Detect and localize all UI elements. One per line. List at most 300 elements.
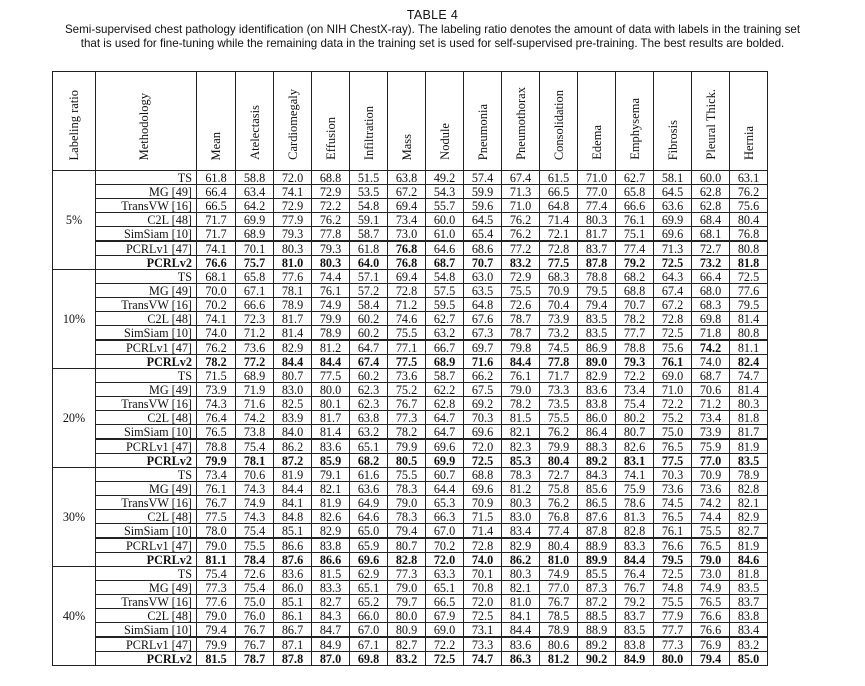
value-cell: 82.8: [616, 524, 654, 539]
value-cell: 85.5: [578, 567, 616, 581]
value-cell: 65.1: [350, 581, 388, 595]
value-cell: 67.0: [426, 524, 464, 539]
value-cell: 83.2: [730, 637, 768, 652]
value-cell: 73.5: [540, 397, 578, 411]
value-cell: 69.6: [464, 482, 502, 496]
value-cell: 81.0: [274, 256, 312, 270]
value-cell: 63.4: [236, 185, 274, 199]
value-cell: 74.0: [692, 355, 730, 369]
value-cell: 78.9: [730, 468, 768, 482]
value-cell: 81.7: [730, 425, 768, 440]
value-cell: 78.9: [540, 623, 578, 638]
value-cell: 62.8: [426, 397, 464, 411]
value-cell: 68.9: [236, 227, 274, 242]
value-cell: 77.4: [616, 241, 654, 256]
value-cell: 70.6: [236, 468, 274, 482]
value-cell: 81.0: [540, 553, 578, 567]
value-cell: 64.0: [350, 256, 388, 270]
value-cell: 64.2: [236, 199, 274, 213]
value-cell: 62.3: [350, 397, 388, 411]
value-cell: 78.3: [388, 482, 426, 496]
mean-cell: 76.5: [197, 425, 236, 440]
value-cell: 77.4: [578, 199, 616, 213]
value-cell: 80.4: [730, 213, 768, 227]
value-cell: 89.9: [578, 553, 616, 567]
value-cell: 73.6: [654, 482, 692, 496]
value-cell: 78.4: [236, 553, 274, 567]
value-cell: 83.8: [312, 538, 350, 553]
value-cell: 67.9: [426, 609, 464, 623]
value-cell: 83.5: [730, 581, 768, 595]
value-cell: 86.4: [578, 425, 616, 440]
table-row: [53, 496, 768, 510]
value-cell: 63.0: [464, 270, 502, 284]
value-cell: 81.0: [502, 595, 540, 609]
value-cell: 58.4: [350, 298, 388, 312]
value-cell: 63.1: [730, 171, 768, 185]
value-cell: 63.8: [350, 411, 388, 425]
value-cell: 80.8: [730, 241, 768, 256]
value-cell: 54.8: [350, 199, 388, 213]
mean-cell: 74.0: [197, 326, 236, 341]
value-cell: 71.6: [464, 355, 502, 369]
table-row: [53, 454, 768, 468]
value-cell: 70.8: [464, 581, 502, 595]
value-cell: 73.4: [616, 383, 654, 397]
methodology-cell: C2L [48]: [96, 411, 197, 425]
value-cell: 80.3: [730, 397, 768, 411]
table-row: [53, 340, 768, 355]
value-cell: 77.2: [502, 241, 540, 256]
value-cell: 55.7: [426, 199, 464, 213]
value-cell: 74.1: [274, 185, 312, 199]
value-cell: 64.4: [426, 482, 464, 496]
value-cell: 84.6: [730, 553, 768, 567]
value-cell: 71.4: [464, 524, 502, 539]
methodology-cell: C2L [48]: [96, 609, 197, 623]
value-cell: 76.5: [692, 595, 730, 609]
mean-cell: 78.0: [197, 524, 236, 539]
value-cell: 84.3: [578, 468, 616, 482]
value-cell: 79.2: [616, 256, 654, 270]
value-cell: 53.5: [350, 185, 388, 199]
methodology-cell: SimSiam [10]: [96, 623, 197, 638]
value-cell: 79.0: [692, 553, 730, 567]
value-cell: 77.7: [654, 623, 692, 638]
table-row: [53, 284, 768, 298]
value-cell: 65.1: [426, 581, 464, 595]
value-cell: 76.1: [654, 355, 692, 369]
caption-line-1: Semi-supervised chest pathology identification (on NIH ChestX-ray). The labeling ratio denotes the amount of data with labels in the training set: [64, 23, 801, 36]
value-cell: 80.3: [312, 256, 350, 270]
value-cell: 72.8: [388, 284, 426, 298]
value-cell: 61.5: [540, 171, 578, 185]
value-cell: 68.8: [616, 284, 654, 298]
methodology-cell: TS: [96, 171, 197, 185]
value-cell: 79.8: [502, 340, 540, 355]
header-cell: Hernia: [730, 72, 768, 171]
value-cell: 86.5: [578, 496, 616, 510]
value-cell: 79.3: [274, 227, 312, 242]
table-label: TABLE 4: [406, 8, 459, 22]
value-cell: 68.2: [350, 454, 388, 468]
mean-cell: 71.5: [197, 369, 236, 383]
value-cell: 78.1: [236, 454, 274, 468]
value-cell: 71.2: [236, 326, 274, 341]
value-cell: 57.1: [350, 270, 388, 284]
value-cell: 63.6: [654, 199, 692, 213]
header-cell: Cardiomegaly: [274, 72, 312, 171]
value-cell: 78.9: [274, 298, 312, 312]
table-row: [53, 256, 768, 270]
value-cell: 83.5: [730, 454, 768, 468]
value-cell: 66.5: [540, 185, 578, 199]
value-cell: 80.2: [616, 411, 654, 425]
value-cell: 66.2: [464, 369, 502, 383]
value-cell: 77.3: [388, 411, 426, 425]
value-cell: 70.3: [654, 468, 692, 482]
mean-cell: 73.9: [197, 383, 236, 397]
value-cell: 62.2: [426, 383, 464, 397]
value-cell: 68.1: [692, 227, 730, 242]
value-cell: 64.7: [426, 425, 464, 440]
value-cell: 79.4: [578, 298, 616, 312]
mean-cell: 70.0: [197, 284, 236, 298]
value-cell: 60.2: [350, 312, 388, 326]
value-cell: 66.6: [236, 298, 274, 312]
value-cell: 70.1: [464, 567, 502, 581]
value-cell: 66.7: [426, 340, 464, 355]
value-cell: 76.2: [502, 227, 540, 242]
value-cell: 76.7: [540, 595, 578, 609]
value-cell: 79.5: [578, 284, 616, 298]
value-cell: 81.2: [502, 482, 540, 496]
value-cell: 74.0: [464, 553, 502, 567]
value-cell: 70.9: [464, 496, 502, 510]
value-cell: 75.4: [236, 524, 274, 539]
value-cell: 71.0: [578, 171, 616, 185]
value-cell: 77.3: [654, 637, 692, 652]
value-cell: 73.1: [464, 623, 502, 638]
mean-cell: 81.5: [197, 652, 236, 666]
value-cell: 78.1: [274, 284, 312, 298]
value-cell: 72.8: [540, 241, 578, 256]
header-cell: Fibrosis: [654, 72, 692, 171]
value-cell: 78.8: [578, 270, 616, 284]
mean-cell: 74.1: [197, 312, 236, 326]
value-cell: 82.1: [312, 482, 350, 496]
value-cell: 67.2: [388, 185, 426, 199]
value-cell: 83.7: [578, 241, 616, 256]
value-cell: 76.6: [692, 623, 730, 638]
value-cell: 69.8: [692, 312, 730, 326]
table-row: [53, 623, 768, 638]
value-cell: 88.3: [578, 439, 616, 454]
value-cell: 70.9: [692, 468, 730, 482]
value-cell: 60.7: [426, 468, 464, 482]
value-cell: 73.4: [388, 213, 426, 227]
value-cell: 66.3: [426, 510, 464, 524]
mean-cell: 81.1: [197, 553, 236, 567]
value-cell: 75.0: [236, 595, 274, 609]
value-cell: 74.2: [692, 496, 730, 510]
value-cell: 77.4: [540, 524, 578, 539]
value-cell: 85.6: [578, 482, 616, 496]
header-cell: Labeling ratio: [53, 72, 96, 171]
value-cell: 81.9: [730, 538, 768, 553]
table-caption: [0, 8, 865, 51]
header-cell: Methodology: [96, 72, 197, 171]
value-cell: 80.7: [388, 538, 426, 553]
value-cell: 58.7: [350, 227, 388, 242]
methodology-cell: TS: [96, 270, 197, 284]
value-cell: 81.2: [312, 340, 350, 355]
value-cell: 73.8: [236, 425, 274, 440]
value-cell: 54.3: [426, 185, 464, 199]
methodology-cell: PCRLv1 [47]: [96, 340, 197, 355]
value-cell: 80.3: [274, 241, 312, 256]
value-cell: 62.3: [350, 383, 388, 397]
value-cell: 79.2: [616, 595, 654, 609]
value-cell: 88.9: [578, 623, 616, 638]
value-cell: 75.1: [616, 227, 654, 242]
value-cell: 83.6: [274, 567, 312, 581]
value-cell: 74.9: [312, 298, 350, 312]
mean-cell: 76.2: [197, 340, 236, 355]
value-cell: 78.2: [502, 397, 540, 411]
header-cell: Mass: [388, 72, 426, 171]
value-cell: 74.7: [730, 369, 768, 383]
value-cell: 58.7: [426, 369, 464, 383]
value-cell: 78.3: [388, 510, 426, 524]
value-cell: 75.2: [388, 383, 426, 397]
value-cell: 64.8: [464, 298, 502, 312]
value-cell: 58.8: [236, 171, 274, 185]
value-cell: 69.0: [426, 623, 464, 638]
value-cell: 81.9: [312, 496, 350, 510]
value-cell: 59.1: [350, 213, 388, 227]
value-cell: 81.7: [312, 411, 350, 425]
value-cell: 87.8: [578, 256, 616, 270]
value-cell: 76.0: [236, 609, 274, 623]
value-cell: 69.8: [350, 652, 388, 666]
value-cell: 75.5: [654, 595, 692, 609]
value-cell: 86.1: [274, 609, 312, 623]
value-cell: 85.9: [312, 454, 350, 468]
value-cell: 59.6: [464, 199, 502, 213]
value-cell: 80.7: [616, 425, 654, 440]
value-cell: 61.6: [350, 468, 388, 482]
value-cell: 64.7: [426, 411, 464, 425]
value-cell: 81.7: [274, 312, 312, 326]
value-cell: 66.5: [426, 595, 464, 609]
mean-cell: 79.9: [197, 454, 236, 468]
mean-cell: 78.2: [197, 355, 236, 369]
value-cell: 81.2: [540, 652, 578, 666]
labeling-ratio-cell: 30%: [53, 468, 96, 567]
value-cell: 74.1: [616, 468, 654, 482]
value-cell: 64.5: [464, 213, 502, 227]
value-cell: 73.6: [388, 369, 426, 383]
value-cell: 82.8: [730, 482, 768, 496]
value-cell: 70.7: [616, 298, 654, 312]
value-cell: 72.2: [616, 369, 654, 383]
value-cell: 76.6: [654, 538, 692, 553]
value-cell: 79.7: [388, 595, 426, 609]
mean-cell: 71.7: [197, 213, 236, 227]
value-cell: 84.8: [274, 510, 312, 524]
value-cell: 54.8: [426, 270, 464, 284]
methodology-cell: SimSiam [10]: [96, 227, 197, 242]
value-cell: 83.0: [502, 510, 540, 524]
methodology-cell: C2L [48]: [96, 312, 197, 326]
value-cell: 72.5: [654, 567, 692, 581]
value-cell: 75.6: [654, 340, 692, 355]
value-cell: 72.9: [502, 270, 540, 284]
value-cell: 69.4: [388, 199, 426, 213]
value-cell: 81.8: [730, 256, 768, 270]
value-cell: 72.0: [464, 439, 502, 454]
value-cell: 78.2: [616, 312, 654, 326]
value-cell: 69.6: [464, 425, 502, 440]
value-cell: 86.2: [274, 439, 312, 454]
mean-cell: 79.0: [197, 609, 236, 623]
value-cell: 63.3: [426, 567, 464, 581]
value-cell: 82.7: [312, 595, 350, 609]
value-cell: 75.5: [692, 524, 730, 539]
value-cell: 80.3: [502, 567, 540, 581]
value-cell: 69.0: [654, 369, 692, 383]
value-cell: 80.3: [502, 496, 540, 510]
value-cell: 77.5: [540, 256, 578, 270]
value-cell: 68.3: [692, 298, 730, 312]
value-cell: 80.1: [312, 397, 350, 411]
table-row: [53, 524, 768, 539]
value-cell: 81.8: [730, 411, 768, 425]
value-cell: 82.9: [730, 510, 768, 524]
value-cell: 87.6: [274, 553, 312, 567]
value-cell: 76.6: [692, 609, 730, 623]
value-cell: 75.9: [616, 482, 654, 496]
value-cell: 75.6: [730, 199, 768, 213]
value-cell: 72.8: [464, 538, 502, 553]
value-cell: 76.7: [236, 637, 274, 652]
value-cell: 84.4: [274, 482, 312, 496]
value-cell: 78.7: [502, 326, 540, 341]
methodology-cell: PCRLv1 [47]: [96, 241, 197, 256]
value-cell: 73.6: [236, 340, 274, 355]
value-cell: 71.4: [540, 213, 578, 227]
value-cell: 71.9: [236, 383, 274, 397]
value-cell: 70.3: [464, 411, 502, 425]
value-cell: 84.4: [502, 623, 540, 638]
value-cell: 81.4: [730, 312, 768, 326]
value-cell: 49.2: [426, 171, 464, 185]
value-cell: 84.1: [502, 609, 540, 623]
value-cell: 79.9: [388, 439, 426, 454]
methodology-cell: TransVW [16]: [96, 199, 197, 213]
table-row: [53, 553, 768, 567]
methodology-cell: SimSiam [10]: [96, 425, 197, 440]
value-cell: 83.4: [502, 524, 540, 539]
value-cell: 81.4: [274, 326, 312, 341]
results-table: [52, 71, 768, 666]
value-cell: 76.8: [540, 510, 578, 524]
value-cell: 76.2: [540, 496, 578, 510]
value-cell: 86.2: [502, 553, 540, 567]
value-cell: 87.2: [578, 595, 616, 609]
value-cell: 83.9: [274, 411, 312, 425]
methodology-cell: TS: [96, 369, 197, 383]
value-cell: 72.2: [654, 397, 692, 411]
header-cell: Nodule: [426, 72, 464, 171]
value-cell: 82.7: [388, 637, 426, 652]
value-cell: 62.8: [692, 199, 730, 213]
value-cell: 64.7: [350, 340, 388, 355]
value-cell: 68.9: [236, 369, 274, 383]
value-cell: 87.8: [578, 524, 616, 539]
table-row: [53, 171, 768, 185]
value-cell: 76.7: [236, 623, 274, 638]
value-cell: 81.8: [730, 567, 768, 581]
value-cell: 69.6: [426, 439, 464, 454]
value-cell: 82.3: [502, 439, 540, 454]
value-cell: 79.0: [388, 581, 426, 595]
value-cell: 71.5: [464, 510, 502, 524]
value-cell: 87.3: [578, 581, 616, 595]
value-cell: 70.7: [464, 256, 502, 270]
value-cell: 75.7: [236, 256, 274, 270]
value-cell: 81.7: [578, 227, 616, 242]
value-cell: 77.5: [654, 454, 692, 468]
value-cell: 67.4: [502, 171, 540, 185]
value-cell: 76.8: [388, 256, 426, 270]
methodology-cell: PCRLv1 [47]: [96, 637, 197, 652]
value-cell: 65.8: [236, 270, 274, 284]
value-cell: 81.9: [730, 439, 768, 454]
value-cell: 65.3: [426, 496, 464, 510]
value-cell: 82.4: [730, 355, 768, 369]
value-cell: 73.3: [464, 637, 502, 652]
table-row: [53, 227, 768, 242]
value-cell: 82.1: [502, 581, 540, 595]
value-cell: 84.4: [502, 355, 540, 369]
value-cell: 73.9: [692, 425, 730, 440]
mean-cell: 75.4: [197, 567, 236, 581]
value-cell: 77.0: [578, 185, 616, 199]
methodology-cell: TransVW [16]: [96, 496, 197, 510]
header-cell: Mean: [197, 72, 236, 171]
value-cell: 81.4: [730, 383, 768, 397]
value-cell: 72.9: [274, 199, 312, 213]
value-cell: 72.7: [692, 241, 730, 256]
value-cell: 77.5: [312, 369, 350, 383]
value-cell: 71.0: [502, 199, 540, 213]
value-cell: 73.2: [540, 326, 578, 341]
value-cell: 72.2: [426, 637, 464, 652]
value-cell: 59.9: [464, 185, 502, 199]
value-cell: 78.9: [312, 326, 350, 341]
methodology-cell: TransVW [16]: [96, 298, 197, 312]
value-cell: 75.0: [654, 425, 692, 440]
table-row: [53, 637, 768, 652]
value-cell: 86.0: [274, 581, 312, 595]
value-cell: 67.6: [464, 312, 502, 326]
value-cell: 85.0: [730, 652, 768, 666]
value-cell: 72.5: [654, 256, 692, 270]
header-cell: Atelectasis: [236, 72, 274, 171]
value-cell: 66.4: [692, 270, 730, 284]
